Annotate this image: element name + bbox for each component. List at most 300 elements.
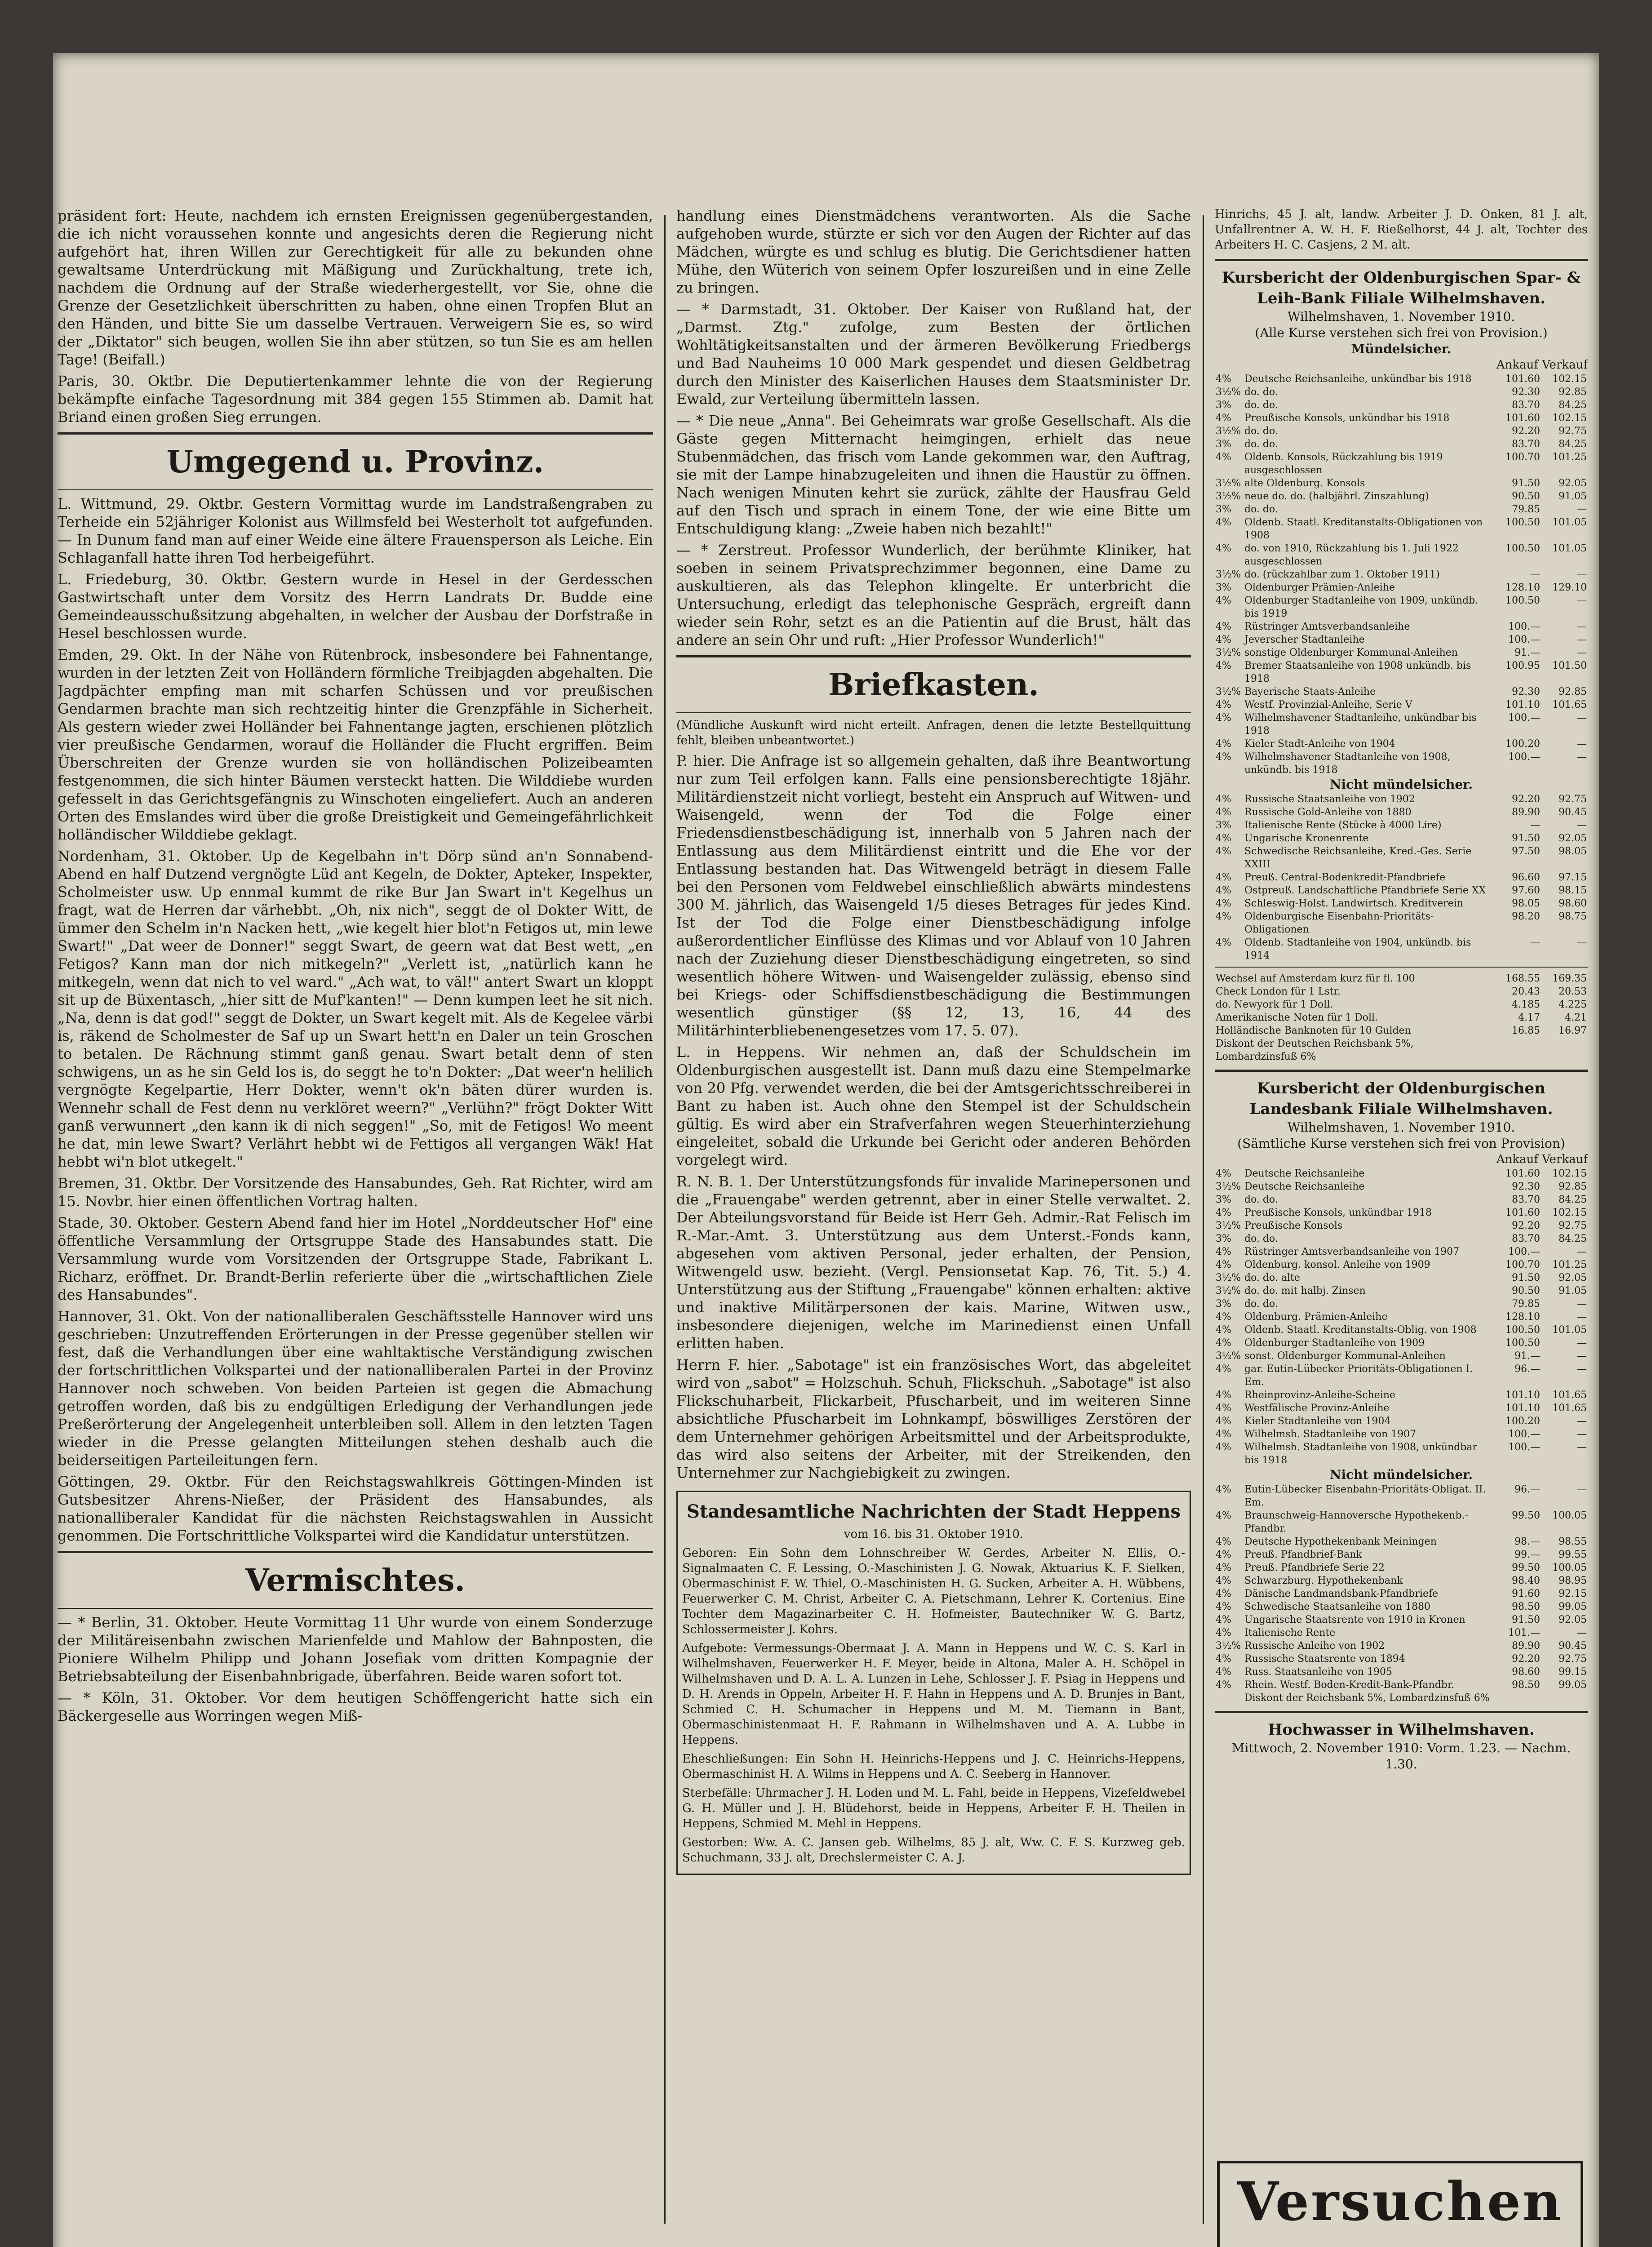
kurs-ankauf: 99.— <box>1514 1549 1540 1560</box>
kurs-rate: 4% <box>1216 413 1231 424</box>
section-divider <box>58 1608 653 1609</box>
article-paragraph: — * Darmstadt, 31. Oktober. Der Kaiser von Rußland hat, der „Darmst. Ztg." zufolge, zum Besten der örtlichen Wohltätigkeitsanstalten und der ärmeren Bevölkerung Friedbergs und Bad Nauheims 10 000 Mark gespendet und diesen Geldbetrag durch den Minister des Kaiserlichen Hauses dem Staatsminister Dr. Ewald, zur Verteilung übermitteln lassen. <box>676 301 1191 408</box>
kurs-verkauf: 101.05 <box>1552 543 1587 554</box>
kurs-row <box>1215 373 1588 386</box>
kurs-row <box>1215 620 1588 633</box>
kurs-verkauf: 98.60 <box>1559 898 1587 909</box>
kurs-rate: 4% <box>1216 1429 1231 1440</box>
kurs-verkauf: 102.15 <box>1552 413 1587 424</box>
kurs-row <box>1215 1402 1588 1415</box>
kurs-row <box>1215 685 1588 698</box>
kurs-row <box>1215 698 1588 711</box>
kurs-table <box>1215 1483 1588 1705</box>
kurs-ankauf: 91.60 <box>1512 1588 1540 1599</box>
kurs-row <box>1215 1652 1588 1665</box>
kurs-row <box>1215 884 1588 897</box>
article-paragraph: — * Köln, 31. Oktober. Vor dem heutigen Schöffengericht hatte sich ein Bäckergeselle aus Worringen wegen Miß- <box>58 1689 653 1724</box>
kurs-row <box>1215 1626 1588 1639</box>
kurs-rate: 4% <box>1216 846 1231 857</box>
standesamt-entry: Gestorben: Ww. A. C. Jansen geb. Wilhelms, 85 J. alt, Ww. C. F. S. Kurzweg geb. Schuchmann, 33 J. alt, Drechslermeister C. A. J. <box>682 1836 1185 1865</box>
kurs-section: Mündelsicher. <box>1351 342 1452 356</box>
kurs-row <box>1215 1193 1588 1206</box>
kurs-row <box>1215 581 1588 594</box>
article-paragraph: — * Die neue „Anna". Bei Geheimrats war große Gesellschaft. Als die Gäste gegen Mitternacht heimgingen, erhielt das neue Stubenmädchen, das frisch vom Lande gekommen war, den Auftrag, sie mit der Lampe hinabzugeleiten und ihnen die Haustür zu öffnen. Nach wenigen Minuten kehrt sie zurück, zählte der Hausfrau Geld auf den Tisch und sprach in einem Tone, der wie eine Bitte um Entschuldigung klang: „Zweie haben nich bezahlt!" <box>676 412 1191 537</box>
kurs-rate: 4% <box>1216 1575 1231 1586</box>
kurs-ankauf: 92.20 <box>1512 426 1540 437</box>
standesamt-entry: Eheschließungen: Ein Sohn H. Heinrichs-Heppens und J. C. Heinrichs-Heppens, Obermaschinist H. A. Wilms in Heppens und A. C. Seeberg in Hannover. <box>682 1752 1185 1781</box>
column-3 <box>1215 207 1588 2225</box>
kurs-verkauf: 92.75 <box>1559 426 1587 437</box>
article-paragraph: — * Berlin, 31. Oktober. Heute Vormittag 11 Uhr wurde von einem Sonderzuge der Militäreisenbahn zwischen Marienfelde und Mahlow der Bahnposten, die Pioniere Wilhelm Philipp und Johann Josefiak vom dritten Kompagnie der Betriebsabteilung der Eisenbahnbrigade, überfahren. Beide waren sofort tot. <box>58 1614 653 1685</box>
kurs-ankauf: 100.50 <box>1505 517 1540 528</box>
article-paragraph: — * Zerstreut. Professor Wunderlich, der berühmte Kliniker, hat soeben in seinem Privatsprechzimmer begonnen, eine Dame zu auskultieren, als das Telephon klingelte. Er unterbricht die Untersuchung, erledigt das telephonische Gespräch, ergreift dann wieder sein Rohr, setzt es an die Patientin auf die Brust, hält das andere an sein Ohr und ruft: „Hier Professor Wunderlich!" <box>676 542 1191 648</box>
kurs-row <box>1215 412 1588 425</box>
kurs-security: Holländische Banknoten für 10 Gulden <box>1216 1025 1411 1036</box>
kurs-rate: 4% <box>1216 794 1231 805</box>
kurs-ankauf: 98.20 <box>1512 911 1540 922</box>
kurs-security: Rüstringer Amtsverbandsanleihe von 1907 <box>1244 1246 1460 1257</box>
kurs-verkauf: 102.15 <box>1552 1207 1587 1218</box>
kurs-verkauf: 84.25 <box>1559 400 1587 411</box>
kurs-ankauf: 128.10 <box>1505 582 1540 593</box>
kurs-row <box>1215 1692 1588 1705</box>
kurs-ankauf: 101.10 <box>1505 1390 1540 1401</box>
kurs-security: do. Newyork für 1 Doll. <box>1216 999 1333 1010</box>
kurs-verkauf: — <box>1577 634 1587 645</box>
kurs-rate: 4% <box>1216 1536 1231 1547</box>
article-paragraph: Emden, 29. Okt. In der Nähe von Rütenbrock, insbesondere bei Fahnentange, wurden in der letzten Zeit von Holländern förmliche Treibjagden abgehalten. Die Jagdpächter empfing man mit scharfen Schüssen und vor preußischen Gendarmen brachte man sich rechtzeitig hinter die Grenzpfähle in Sicherheit. Als gestern wieder zwei Holländer bei Fahnentange jagten, erschienen plötzlich vier preußische Gendarmen, worauf die Holländer die Flucht ergriffen. Beim Überschreiten der Grenze wurden sie von holländischen Polizeibeamten festgenommen, die sich hinter Bäumen versteckt hatten. Die Wilddiebe wurden gefesselt in das Gerichtsgefängnis zu Winschoten eingeliefert. Auch an anderen Orten des Emslandes wird über die große Dreistigkeit und Gemeingefährlichkeit holländischer Wilddiebe geklagt. <box>58 646 653 843</box>
kurs-security: Ostpreuß. Landschaftliche Pfandbriefe Serie XX <box>1244 885 1486 896</box>
kurs-ankauf: 100.— <box>1508 621 1540 632</box>
standesamt-entry: Geboren: Ein Sohn dem Lohnschreiber W. Gerdes, Arbeiter N. Ellis, O.-Signalmaaten C. F. Lessing, O.-Maschinisten J. G. Nowak, Aktuarius K. F. Sielken, Obermaschinist F. W. Thiel, O.-Maschinisten H. G. Sucken, Arbeiter A. H. Wübbens, Feuerwerker C. M. Christ, Arbeiter C. A. Pietschmann, Lehrer K. Cortenius. Eine Tochter dem Magazinarbeiter C. H. Hofmeister, Bautechniker W. G. Bartz, Schlossermeister J. Kohrs. <box>682 1546 1185 1636</box>
kurs-verkauf: — <box>1577 1246 1587 1257</box>
kurs-ankauf: 98.— <box>1514 1536 1540 1547</box>
kurs-row <box>1215 832 1588 845</box>
kurs-row <box>1215 985 1588 998</box>
kurs-ankauf: 100.50 <box>1505 543 1540 554</box>
kurs-rate: 3½% <box>1216 426 1241 437</box>
kurs-rate: 4% <box>1216 807 1231 818</box>
kurs-verkauf: 84.25 <box>1559 1194 1587 1205</box>
kurs-rate: 4% <box>1216 872 1231 883</box>
kurs-verkauf: — <box>1577 621 1587 632</box>
column-rule <box>664 215 666 2224</box>
article-paragraph: Nordenham, 31. Oktober. Up de Kegelbahn in't Dörp sünd an'n Sonnabend-Abend en half Dutzend vergnögte Lüd ant Kegeln, de Dokter, Apteker, Inspekter, Scholmeister usw. Up ennmal kummt de rike Bur Jan Swart in't Kegelhus un fragt, wat de Herren dar värhebbt. „Oh, nix nich", seggt de ol Dokter Witt, de ümmer den Schelm in'n Nacken hett, „wie kegelt hier blot'n Fetigos ut, min lewe Swart!" „Dat weer de Donner!" seggt Swart, de geern wat dat Best wett, „en Fetigos? Kann man dor nich mitkegeln?" „Verlett ist, „natürlich kann he mitkegeln, wenn dat nich to vel ward." „Ach wat, to väl!" antert Swart un kloppt sit up de Büxentasch, „hier sitt de Muf'kanten!" — Denn kumpen leet he sit nich. „Na, denn is dat god!" seggt de Dokter, un Swart kegelt mit. Als de Kegelee värbi is, räkend de Scholmester de Saf up un Swart hett'n en Daler un tein Groschen to betalen. De Rächnung stimmt ganß genau. Swart betalt denn of sten schwigens, un as he sin Geld los is, do seggt he to'n Dokter: „Dat weer'n helilich vergnögte Kegelpartie, Herr Dokter, wenn't ok'n bäten dürer wurden is. Wennehr schall de Fest denn nu verklöret weern?" „Verlühn?" frögt Dokter Witt ganß verwunnert „den kann ik di nich seggen!" „So, mit de Fetigos! Wo meent he dat, min lewe Swart? Verlährt hebbt wi de Fettigos all vergangen Wäk! Hat hebbt wi'n blot utkegelt." <box>58 848 653 1170</box>
kurs-verkauf: — <box>1577 1416 1587 1427</box>
kurs-ankauf: 83.70 <box>1512 439 1540 450</box>
standesamt-box <box>676 1491 1191 1875</box>
kurs-row <box>1215 1219 1588 1232</box>
kurs-verkauf: 84.25 <box>1559 1233 1587 1244</box>
kurs-ankauf: 98.50 <box>1512 1601 1540 1612</box>
kurs-rate: 4% <box>1216 833 1231 844</box>
kurs-verkauf: 98.55 <box>1559 1536 1587 1547</box>
kurs-security: Schwedische Staatsanleihe von 1880 <box>1244 1601 1430 1612</box>
kurs-rate: 4% <box>1216 621 1231 632</box>
kurs-security: sonstige Oldenburger Kommunal-Anleihen <box>1244 647 1458 658</box>
kurs-ankauf: 100.70 <box>1505 452 1540 463</box>
kurs-row <box>1215 1483 1588 1509</box>
section-divider <box>58 432 653 435</box>
kurs-row <box>1215 425 1588 438</box>
kurs-verkauf: — <box>1577 1350 1587 1362</box>
kurs-row <box>1215 1639 1588 1652</box>
kurs-ankauf: 16.85 <box>1512 1025 1540 1036</box>
kurs-title: Kursbericht der Oldenburgischen Landesbank Filiale Wilhelmshaven. <box>1249 1079 1553 1118</box>
kurs-rate: 4% <box>1216 1416 1231 1427</box>
kurs-row <box>1215 936 1588 962</box>
kurs-ankauf: 101.60 <box>1505 1168 1540 1179</box>
section-heading-vermischtes: Vermischtes. <box>245 1563 466 1599</box>
kurs-verkauf: 99.05 <box>1559 1601 1587 1612</box>
kurs-table <box>1215 373 1588 777</box>
kurs-rate: 3½% <box>1216 1350 1241 1362</box>
kurs-row <box>1215 1428 1588 1441</box>
kurs-verkauf: 92.75 <box>1559 1220 1587 1231</box>
kurs-security: Oldenburger Stadtanleihe von 1909 <box>1244 1337 1425 1349</box>
kurs-verkauf: 98.15 <box>1559 885 1587 896</box>
kurs-row <box>1215 594 1588 620</box>
kurs-row <box>1215 1535 1588 1548</box>
kurs-verkauf: 16.97 <box>1559 1025 1587 1036</box>
kurs-security: Braunschweig-Hannoversche Hypothekenb.-Pfandbr. <box>1244 1510 1468 1534</box>
kurs-verkauf: 92.75 <box>1559 794 1587 805</box>
kurs-row <box>1215 1232 1588 1245</box>
kurs-row <box>1215 503 1588 516</box>
kurs-ankauf: 99.50 <box>1512 1562 1540 1573</box>
kurs-row <box>1215 516 1588 542</box>
kurs-security: Bremer Staatsanleihe von 1908 unkündb. bis 1918 <box>1244 660 1471 684</box>
standesamt-date: vom 16. bis 31. Oktober 1910. <box>844 1528 1024 1541</box>
article-paragraph: L. Wittmund, 29. Oktbr. Gestern Vormittag wurde im Landstraßengraben zu Terheide ein 52jähriger Kolonist aus Willmsfeld bei Westerholt tot aufgefunden. — In Dunum fand man auf einer Weide eine ältere Frauensperson als Leiche. Ein Schlaganfall hatte ihren Tod herbeigeführt. <box>58 495 653 566</box>
kurs-security: Preuß. Pfandbrief-Bank <box>1244 1549 1362 1560</box>
kurs-security: do. do. <box>1244 1233 1278 1244</box>
kurs-rate: 4% <box>1216 1442 1231 1453</box>
kurs-rate: 4% <box>1216 738 1231 750</box>
kurs-row <box>1215 568 1588 581</box>
kurs-security: neue do. do. (halbjährl. Zinszahlung) <box>1244 491 1429 502</box>
kurs-rate: 3% <box>1216 439 1231 450</box>
kurs-row <box>1215 646 1588 659</box>
kurs-rate: 3% <box>1216 504 1231 515</box>
kurs-rate: 4% <box>1216 595 1231 606</box>
kurs-ankauf: 100.— <box>1508 1429 1540 1440</box>
briefkasten-note: (Mündliche Auskunft wird nicht erteilt. Anfragen, denen die letzte Bestellquittung fehlt, bleiben unbeantwortet.) <box>676 719 1191 747</box>
kurs-security: do. do. <box>1244 386 1278 398</box>
standesamt-entry: Sterbefälle: Uhrmacher J. H. Loden und M. L. Fahl, beide in Heppens, Vizefeldwebel G. H. Müller und J. H. Blüdehorst, beide in Heppens, Arbeiter F. H. Theilen in Heppens, Schmied M. Mehl in Heppens. <box>682 1786 1185 1830</box>
kurs-rate: 3% <box>1216 582 1231 593</box>
kurs-security: do. do. alte <box>1244 1272 1300 1283</box>
kurs-ankauf: 96.— <box>1514 1363 1540 1375</box>
kurs-verkauf: 102.15 <box>1552 1168 1587 1179</box>
kurs-verkauf <box>1541 1037 1588 1063</box>
kurs-verkauf: 101.65 <box>1552 1390 1587 1401</box>
kurs-verkauf: 98.75 <box>1559 911 1587 922</box>
kurs-row <box>1215 1037 1588 1063</box>
kurs-security: Preußische Konsols <box>1244 1220 1343 1231</box>
kurs-security: Oldenb. Konsols, Rückzahlung bis 1919 ausgeschlossen <box>1244 452 1443 476</box>
kurs-ankauf: 98.05 <box>1512 898 1540 909</box>
kurs-rate: 4% <box>1216 885 1231 896</box>
kurs-ankauf: 101.60 <box>1505 413 1540 424</box>
kurs-ankauf: 128.10 <box>1505 1311 1540 1323</box>
kurs-ankauf: 101.— <box>1508 1627 1540 1639</box>
kurs-rate: 4% <box>1216 517 1231 528</box>
kurs-verkauf: 92.75 <box>1559 1653 1587 1665</box>
kurs-row <box>1215 1587 1588 1600</box>
kurs-row <box>1215 1389 1588 1402</box>
kurs-verkauf: 91.05 <box>1559 1285 1587 1297</box>
article-paragraph: Stade, 30. Oktober. Gestern Abend fand hier im Hotel „Norddeutscher Hof" eine öffentliche Versammlung der Ortsgruppe Stade des Hansabundes statt. Die Versammlung wurde vom Vorsitzenden der Ortsgruppe Stade, Fabrikant L. Richarz, eröffnet. Dr. Brandt-Berlin referierte über die „wirtschaftlichen Ziele des Hansabundes". <box>58 1214 653 1303</box>
kurs-security: Check London für 1 Lstr. <box>1216 986 1341 997</box>
section-heading-umgegend: Umgegend u. Provinz. <box>166 444 544 480</box>
kurs-verkauf: 92.85 <box>1559 1181 1587 1192</box>
kurs-verkauf: — <box>1577 595 1587 606</box>
kurs-row <box>1215 711 1588 737</box>
article-paragraph: R. N. B. 1. Der Unterstützungsfonds für invalide Marinepersonen und die „Frauengabe" werden getrennt, aber in einer Stelle verwaltet. 2. Der Abteilungsvorstand für Beide ist Herr Geh. Admir.-Rat Felisch im R.-Mar.-Amt. 3. Unterstützung aus dem Unterst.-Fonds kann, abgesehen vom aktiven Personal, jeder erhalten, der Pension, Witwengeld usw. bezieht. (Vergl. Pensionsetat Kap. 76, Tit. 5.) 4. Unterstützung aus der Stiftung „Frauengabe" können erhalten: aktive und inaktive Militärpersonen der kais. Marine, Witwen usw., insbesondere diejenigen, welche im Marinedienst einen Unfall erlitten haben. <box>676 1173 1191 1352</box>
kurs-ankauf <box>1494 1037 1541 1063</box>
kurs-ankauf: 83.70 <box>1512 1233 1540 1244</box>
hochwasser-title: Hochwasser in Wilhelmshaven. <box>1268 1721 1535 1739</box>
kurs-security: do. do. <box>1244 400 1278 411</box>
standesamt-entry: Aufgebote: Vermessungs-Obermaat J. A. Mann in Heppens und W. C. S. Karl in Wilhelmshaven, Feuerwerker H. F. Meyer, beide in Altona, Maler A. H. Schöpel in Wilhelmshaven und D. A. L. A. Lunzen in Lehe, Schlosser J. F. Psiag in Heppens und D. H. Arends in Oppeln, Arbeiter H. F. Hahn in Heppens und A. D. Brunjes in Bant, Schmied C. H. Schumacher in Heppens und M. M. Tiemann in Bant, Obermaschinistenmaat H. F. Rahmann in Wilhelmshaven und A. A. Lubbe in Heppens. <box>682 1642 1185 1747</box>
kurs-ankauf: 98.40 <box>1512 1575 1540 1586</box>
kurs-verkauf: 101.05 <box>1552 517 1587 528</box>
section-divider <box>1215 259 1588 261</box>
kurs-rate: 3½% <box>1216 478 1241 489</box>
kurs-ankauf: 91.50 <box>1512 833 1540 844</box>
kurs-rate: 4% <box>1216 1562 1231 1573</box>
kurs-verkauf: — <box>1577 504 1587 515</box>
kurs-ankauf: 97.50 <box>1512 846 1540 857</box>
kurs-rate: 3½% <box>1216 1272 1241 1283</box>
kurs-security: Oldenb. Stadtanleihe von 1904, unkündb. bis 1914 <box>1244 937 1471 961</box>
kurs-rate: 3% <box>1216 1233 1231 1244</box>
kurs-row <box>1215 386 1588 399</box>
kurs-ankauf: 101.60 <box>1505 373 1540 385</box>
kurs-row <box>1215 1011 1588 1024</box>
kurs-rate: 3½% <box>1216 686 1241 697</box>
kurs-security: Kieler Stadtanleihe von 1904 <box>1244 1416 1391 1427</box>
kurs-verkauf: — <box>1577 647 1587 658</box>
kurs-security: Oldenburg. konsol. Anleihe von 1909 <box>1244 1259 1430 1270</box>
kurs-row <box>1215 1613 1588 1626</box>
kurs-rate: 4% <box>1216 1403 1231 1414</box>
kurs-row <box>1215 1310 1588 1323</box>
kurs-verkauf: — <box>1577 738 1587 750</box>
kursbericht-landesbank <box>1215 1078 1588 1705</box>
kurs-row <box>1215 845 1588 871</box>
article-paragraph: P. hier. Die Anfrage ist so allgemein gehalten, daß ihre Beantwortung nur zum Teil erfolgen kann. Falls eine pensionsberechtigte 18jähr. Militärdienstzeit nicht vorliegt, besteht ein Anspruch auf Witwen- und Waisengeld, wenn der Tod die Folge einer Friedensdienstbeschädigung ist, innerhalb von 5 Jahren nach der Entlassung aus dem Militärdienst eintritt und die Ehe vor der Entlassung bestanden hat. Das Witwengeld beträgt in diesem Falle bei den Personen vom Feldwebel einschließlich abwärts mindestens 300 M. jährlich, das Waisengeld 1/5 dieses Betrages für jedes Kind. Ist der Tod die Folge einer Dienstbeschädigung infolge außerordentlicher Einflüsse des Klimas und vor Ablauf von 10 Jahren nach der Zuziehung dieser Dienstbeschädigung eingetreten, so sind wesentlich höhere Witwen- und Waisengelder zulässig, ebenso sind bei Kriegs- oder Schiffsdienstbeschädigung die Bestimmungen wesentlich günstiger (§§ 12, 13, 16, 44 des Militärhinterbliebenengesetzes vom 17. 5. 07). <box>676 752 1191 1039</box>
hochwasser-text: Mittwoch, 2. November 1910: Vorm. 1.23. — Nachm. 1.30. <box>1231 1741 1571 1772</box>
kurs-rate: 4% <box>1216 1614 1231 1625</box>
article-paragraph: handlung eines Dienstmädchens verantworten. Als die Sache aufgehoben wurde, stürzte er sich vor den Augen der Richter auf das Mädchen, würgte es und schlug es blutig. Die Gerichtsdiener hatten Mühe, den Wüterich von seinem Opfer loszureißen und in eine Zelle zu bringen. <box>676 207 1191 296</box>
kurs-rate: 4% <box>1216 1311 1231 1323</box>
kurs-row <box>1215 1509 1588 1535</box>
kurs-row <box>1215 1167 1588 1180</box>
kurs-rate: 4% <box>1216 1601 1231 1612</box>
kurs-security: Wilhelmsh. Stadtanleihe von 1907 <box>1244 1429 1417 1440</box>
section-divider <box>1215 1711 1588 1713</box>
kurs-rate: 3½% <box>1216 1640 1241 1652</box>
kurs-verkauf: 101.25 <box>1552 452 1587 463</box>
column-2 <box>676 207 1191 2225</box>
kurs-verkauf: 92.85 <box>1559 386 1587 398</box>
kurs-rate: 3% <box>1216 1298 1231 1310</box>
kurs-security: Preußische Konsols, unkündbar bis 1918 <box>1244 413 1450 424</box>
kurs-section: Nicht mündelsicher. <box>1329 777 1473 792</box>
kurs-ankauf: 96.— <box>1514 1484 1540 1495</box>
kurs-rate: 4% <box>1216 1337 1231 1349</box>
kurs-row <box>1215 1297 1588 1310</box>
kurs-security: Oldenburger Stadtanleihe von 1909, unkündb. bis 1919 <box>1244 595 1479 619</box>
kurs-rate: 4% <box>1216 1207 1231 1218</box>
kurs-ankauf: 100.50 <box>1505 1324 1540 1336</box>
kurs-security: do. do. mit halbj. Zinsen <box>1244 1285 1366 1297</box>
kurs-row <box>1215 750 1588 777</box>
kurs-row <box>1215 1180 1588 1193</box>
kurs-security: Rüstringer Amtsverbandsanleihe <box>1244 621 1410 632</box>
kurs-rate: 4% <box>1216 660 1231 671</box>
kurs-verkauf: 20.53 <box>1559 986 1587 997</box>
kurs-security: do. do. <box>1244 439 1278 450</box>
kurs-row <box>1215 806 1588 819</box>
kurs-row <box>1215 1665 1588 1679</box>
kurs-note: (Sämtliche Kurse verstehen sich frei von Provision) <box>1237 1136 1565 1151</box>
kurs-verkauf: 92.05 <box>1559 1272 1587 1283</box>
kurs-verkauf: 101.25 <box>1552 1259 1587 1270</box>
kurs-row <box>1215 451 1588 477</box>
kurs-rate: 3½% <box>1216 569 1241 580</box>
kurs-row <box>1215 1337 1588 1350</box>
kurs-security: Oldenb. Staatl. Kreditanstalts-Oblig. von 1908 <box>1244 1324 1477 1336</box>
kurs-verkauf: 99.15 <box>1559 1666 1587 1678</box>
kurs-ankauf: — <box>1530 937 1540 948</box>
kurs-verkauf: 101.65 <box>1552 699 1587 711</box>
kurs-rate: 4% <box>1216 1653 1231 1665</box>
kurs-security: Russische Staatsrente von 1894 <box>1244 1653 1405 1665</box>
kurs-ankauf: 79.85 <box>1512 1298 1540 1310</box>
kurs-rate: 3½% <box>1216 647 1241 658</box>
kurs-ankauf: 100.70 <box>1505 1259 1540 1270</box>
kurs-row <box>1215 910 1588 936</box>
kurs-rate: 4% <box>1216 373 1231 385</box>
kurs-ankauf: 100.95 <box>1505 660 1540 671</box>
kurs-security: Kieler Stadt-Anleihe von 1904 <box>1244 738 1395 750</box>
kurs-row <box>1215 998 1588 1011</box>
section-heading-briefkasten: Briefkasten. <box>828 667 1039 703</box>
kurs-verkauf: 101.65 <box>1552 1403 1587 1414</box>
kurs-security: Rhein. Westf. Boden-Kredit-Bank-Pfandbr. <box>1244 1679 1455 1691</box>
kurs-verkauf: 102.15 <box>1552 373 1587 385</box>
kurs-row <box>1215 897 1588 910</box>
kurs-security: Oldenb. Staatl. Kreditanstalts-Obligationen von 1908 <box>1244 517 1483 541</box>
kurs-ankauf: 91.50 <box>1512 1272 1540 1283</box>
kurs-rate: 4% <box>1216 1679 1231 1691</box>
kurs-ankauf: 92.20 <box>1512 1653 1540 1665</box>
article-paragraph: Paris, 30. Oktbr. Die Deputiertenkammer lehnte die von der Regierung bekämpfte einfache Tagesordnung mit 384 gegen 155 Stimmen ab. Damit hat Briand einen großen Sieg errungen. <box>58 373 653 426</box>
kurs-security: Russische Staatsanleihe von 1902 <box>1244 794 1415 805</box>
kurs-row <box>1215 1679 1588 1692</box>
kurs-ankauf: 83.70 <box>1512 400 1540 411</box>
kurs-security: Oldenburg. Prämien-Anleihe <box>1244 1311 1388 1323</box>
kurs-ankauf: 100.— <box>1508 1442 1540 1453</box>
kurs-security: sonst. Oldenburger Kommunal-Anleihen <box>1244 1350 1446 1362</box>
kurs-verkauf: 99.05 <box>1559 1679 1587 1691</box>
kurs-rate: 4% <box>1216 1246 1231 1257</box>
kurs-row <box>1215 737 1588 750</box>
kurs-security: Wilhelmsh. Stadtanleihe von 1908, unkündbar bis 1918 <box>1244 1442 1477 1466</box>
article-paragraph: Hannover, 31. Okt. Von der nationalliberalen Geschäftsstelle Hannover wird uns geschrieben: Unzutreffenden Erörterungen in der Presse gegenüber stellen wir fest, daß die Verhandlungen über eine wahltaktische Verständigung zwischen der fortschrittlichen Volkspartei und der nationalliberalen Partei in der Provinz Hannover noch schweben. Von beiden Parteien ist gegen die Abmachung getroffen worden, daß bis zu endgültigen Erledigung der Verhandlungen jede Preßerörterung der Angelegenheit unterbleiben soll. Allem in den letzten Tagen wieder in die Presse gelangten Mitteilungen stehen deshalb auch die beiderseitigen Parteileitungen fern. <box>58 1308 653 1469</box>
kurs-verkauf: 84.25 <box>1559 439 1587 450</box>
kurs-rate: 4% <box>1216 1627 1231 1639</box>
kurs-verkauf: 99.55 <box>1559 1549 1587 1560</box>
kurs-verkauf: — <box>1577 1298 1587 1310</box>
kurs-rate: 3% <box>1216 820 1231 831</box>
kurs-row <box>1215 1574 1588 1587</box>
kurs-security: Dänische Landmandsbank-Pfandbriefe <box>1244 1588 1439 1599</box>
kurs-rate: 3½% <box>1216 1220 1241 1231</box>
kurs-rate: 4% <box>1216 1168 1231 1179</box>
kurs-ankauf: 100.— <box>1508 1246 1540 1257</box>
kurs-row <box>1215 490 1588 503</box>
section-divider <box>58 1551 653 1553</box>
kurs-ankauf: 89.90 <box>1512 1640 1540 1652</box>
column-1 <box>58 207 653 2225</box>
kurs-verkauf: 4.225 <box>1559 999 1587 1010</box>
kurs-ankauf: 100.50 <box>1505 1337 1540 1349</box>
kurs-rate: 4% <box>1216 1324 1231 1336</box>
kurs-ankauf <box>1494 1692 1541 1705</box>
kurs-rate: 4% <box>1216 712 1231 724</box>
kurs-section: Nicht mündelsicher. <box>1329 1467 1473 1482</box>
kurs-ankauf: — <box>1530 820 1540 831</box>
kurs-rate: 4% <box>1216 898 1231 909</box>
kurs-verkauf: 101.05 <box>1552 1324 1587 1336</box>
kurs-verkauf: 92.85 <box>1559 686 1587 697</box>
kurs-security: Ungarische Staatsrente von 1910 in Kronen <box>1244 1614 1465 1625</box>
kurs-security: gar. Eutin-Lübecker Prioritäts-Obligationen I. Em. <box>1244 1363 1473 1388</box>
kurs-ankauf: 98.50 <box>1512 1679 1540 1691</box>
kurs-rate: 3½% <box>1216 1285 1241 1297</box>
kurs-verkauf: 129.10 <box>1552 582 1587 593</box>
kurs-column-labels: Ankauf Verkauf <box>1496 358 1588 372</box>
kurs-row <box>1215 542 1588 568</box>
kurs-ankauf: 91.— <box>1514 647 1540 658</box>
kurs-verkauf: — <box>1577 751 1587 763</box>
kurs-verkauf: — <box>1577 937 1587 948</box>
kurs-verkauf: 100.05 <box>1552 1510 1587 1521</box>
kurs-date: Wilhelmshaven, 1. November 1910. <box>1287 1120 1515 1135</box>
kurs-ankauf: 83.70 <box>1512 1194 1540 1205</box>
kurs-row <box>1215 1323 1588 1337</box>
kurs-row <box>1215 793 1588 806</box>
kurs-verkauf: 98.95 <box>1559 1575 1587 1586</box>
kurs-row <box>1215 1024 1588 1037</box>
kurs-security: Wilhelmshavener Stadtanleihe von 1908, unkündb. bis 1918 <box>1244 751 1451 776</box>
kurs-rate: 4% <box>1216 1363 1231 1375</box>
article-paragraph: L. Friedeburg, 30. Oktbr. Gestern wurde in Hesel in der Gerdesschen Gastwirtschaft unter dem Vorsitz des Herrn Landrats Dr. Budde eine Gemeindeausschußsitzung abgehalten, in welcher der Ausbau der Dorfstraße in Hesel beschlossen wurde. <box>58 571 653 642</box>
kathreiner-ad <box>1217 2161 1583 2247</box>
kurs-row <box>1215 1271 1588 1284</box>
kurs-rate: 4% <box>1216 751 1231 763</box>
kurs-verkauf: 4.21 <box>1565 1012 1587 1023</box>
kurs-security: do. do. <box>1244 504 1278 515</box>
kurs-row <box>1215 1284 1588 1297</box>
kurs-security: Bayerische Staats-Anleihe <box>1244 686 1376 697</box>
kurs-ankauf: 92.20 <box>1512 794 1540 805</box>
kurs-verkauf: — <box>1577 1429 1587 1440</box>
